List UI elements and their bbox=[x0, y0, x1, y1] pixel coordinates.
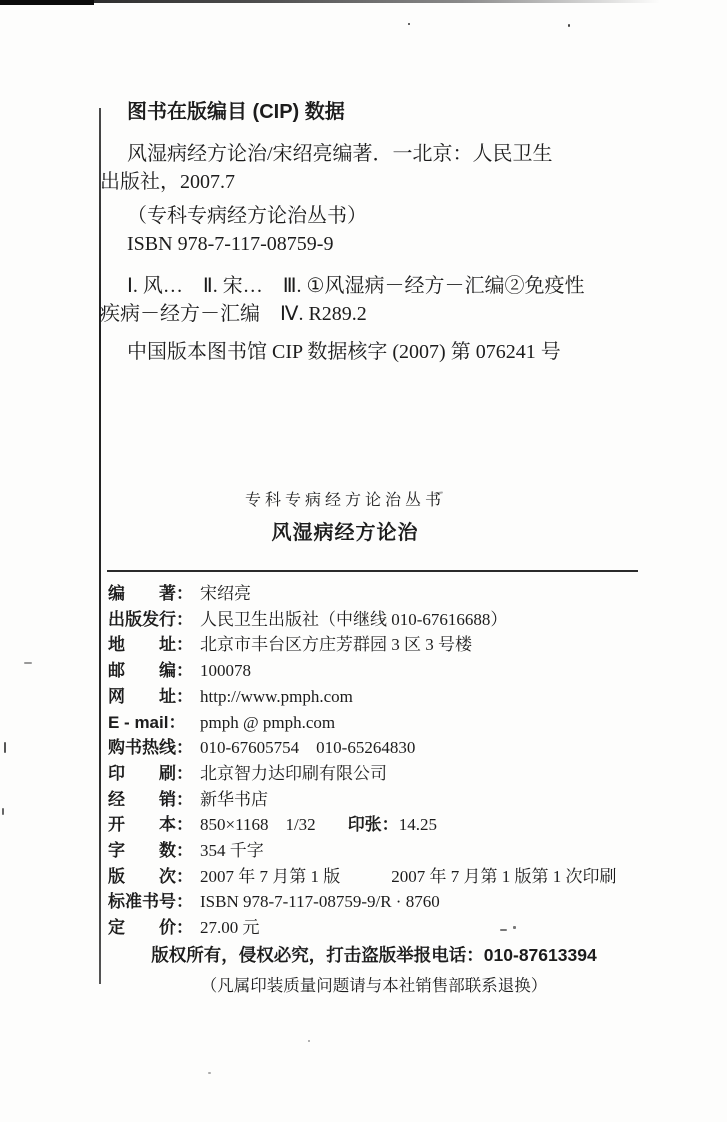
row-value: 宋绍亮 bbox=[200, 584, 251, 603]
row-value: 人民卫生出版社（中继线 010-67616688） bbox=[200, 609, 508, 629]
row-label: 字 数： bbox=[108, 841, 193, 861]
row-label: 网 址： bbox=[108, 686, 193, 706]
scan-speck bbox=[208, 1072, 211, 1074]
row-value: 27.00 元 bbox=[200, 918, 260, 938]
row-label: 编 著： bbox=[108, 584, 193, 603]
book-title: 风湿病经方论治 bbox=[271, 522, 419, 544]
cip-heading: 图书在版编目 (CIP) 数据 bbox=[127, 101, 345, 123]
row-label: 出版发行： bbox=[108, 609, 193, 629]
row-value: 850×1168 1/32 bbox=[200, 815, 316, 835]
scan-edge-band-thin bbox=[94, 0, 660, 3]
row-value: ISBN 978-7-117-08759-9/R · 8760 bbox=[200, 892, 440, 912]
colophon-row-wordcount bbox=[108, 838, 653, 864]
cip-record-number: 中国版本图书馆 CIP 数据核字 (2007) 第 076241 号 bbox=[127, 341, 561, 363]
row-value: http://www.pmph.com bbox=[200, 686, 353, 706]
colophon-row-hotline bbox=[108, 735, 653, 761]
row-label: 地 址： bbox=[108, 635, 193, 655]
copyright-warning: 版权所有，侵权必究，打击盗版举报电话：010-87613394 bbox=[151, 945, 597, 965]
colophon-row-format bbox=[108, 812, 653, 838]
cip-block bbox=[100, 98, 652, 366]
colophon-row-publisher bbox=[108, 607, 653, 633]
colophon-row-postcode bbox=[108, 658, 653, 684]
row-label: 印 刷： bbox=[108, 763, 193, 783]
colophon-row-edition bbox=[108, 864, 653, 890]
colophon-row-printer bbox=[108, 761, 653, 787]
row-value: 100078 bbox=[200, 661, 251, 681]
quality-return-note: （凡属印装质量问题请与本社销售部联系退换） bbox=[200, 976, 548, 995]
colophon-row-price bbox=[108, 915, 653, 941]
colophon-row-standard-isbn bbox=[108, 889, 653, 915]
row-value: 010-67605754 010-65264830 bbox=[200, 738, 416, 758]
colophon-row-address bbox=[108, 632, 653, 658]
row-label: 定 价： bbox=[108, 918, 193, 938]
cip-series-note: （专科专病经方论治丛书） bbox=[127, 205, 367, 227]
colophon-table bbox=[108, 581, 653, 941]
cip-classification-line1: Ⅰ. 风… Ⅱ. 宋… Ⅲ. ①风湿病－经方－汇编②免疫性 bbox=[127, 275, 585, 297]
row-label: 版 次： bbox=[108, 866, 193, 886]
cip-classification-line2: 疾病－经方－汇编 Ⅳ. R289.2 bbox=[100, 303, 367, 325]
row-label: 购书热线： bbox=[108, 738, 193, 758]
scan-speck bbox=[408, 23, 410, 25]
row-value: 新华书店 bbox=[200, 789, 268, 809]
row-value: 2007 年 7 月第 1 版 2007 年 7 月第 1 版第 1 次印刷 bbox=[200, 866, 617, 886]
row-value: 北京智力达印刷有限公司 bbox=[200, 763, 387, 783]
colophon-row-website bbox=[108, 684, 653, 710]
row-label: 开 本： bbox=[108, 815, 193, 835]
row-value-secondary: 14.25 bbox=[398, 815, 437, 835]
divider-rule bbox=[107, 570, 638, 572]
scan-edge-band bbox=[0, 0, 94, 5]
row-value: 北京市丰台区方庄芳群园 3 区 3 号楼 bbox=[200, 635, 472, 655]
row-label: 邮 编： bbox=[108, 661, 193, 681]
colophon-row-distributor bbox=[108, 787, 653, 813]
colophon-row-email bbox=[108, 710, 653, 736]
cip-isbn: ISBN 978-7-117-08759-9 bbox=[127, 233, 334, 255]
cip-title-statement-line1: 风湿病经方论治/宋绍亮编著．一北京：人民卫生 bbox=[127, 143, 553, 165]
footer-block bbox=[100, 942, 648, 999]
row-value: pmph @ pmph.com bbox=[200, 712, 336, 732]
title-block bbox=[100, 489, 590, 548]
scan-speck bbox=[308, 1040, 310, 1042]
scan-speck bbox=[24, 662, 32, 664]
row-label-secondary: 印张： bbox=[347, 815, 399, 835]
scan-speck bbox=[4, 742, 6, 753]
series-title: 专科专病经方论治丛书 bbox=[244, 492, 445, 509]
colophon-row-author bbox=[108, 581, 653, 607]
row-value: 354 千字 bbox=[200, 841, 264, 861]
row-label: 标准书号： bbox=[108, 892, 193, 912]
row-label: 经 销： bbox=[108, 789, 193, 809]
cip-title-statement-line2: 出版社，2007.7 bbox=[100, 171, 235, 193]
scan-speck bbox=[568, 24, 570, 27]
scan-speck bbox=[2, 808, 4, 815]
row-label: E - mail： bbox=[108, 712, 186, 732]
